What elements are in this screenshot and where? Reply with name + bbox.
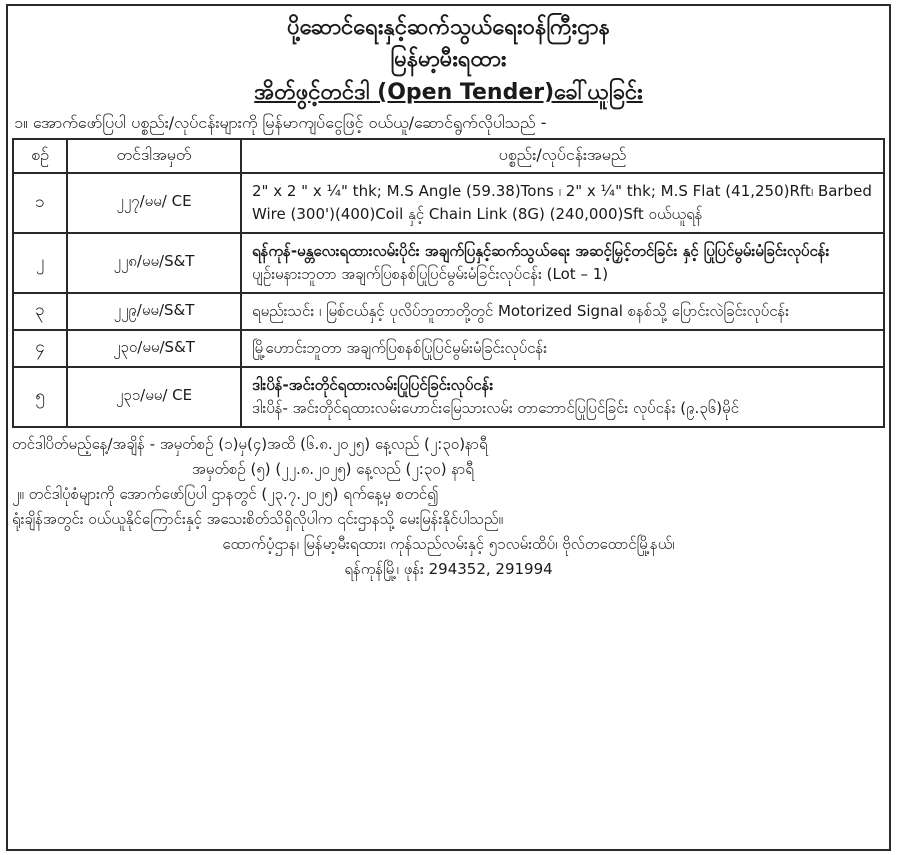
ministry-title: ပို့ဆောင်ရေးနှင့်ဆက်သွယ်ရေးဝန်ကြီးဌာန xyxy=(287,15,610,40)
organization-title: မြန်မာ့မီးရထား xyxy=(390,47,507,72)
tender-ref: ၂၂၉/မမ/S&T xyxy=(67,293,241,330)
row-no: ၁ xyxy=(13,173,67,233)
closing-date-line: အမှတ်စဉ် (၅) (၂၂.၈.၂၀၂၅) နေ့လည် (၂:၃၀) နာရီ xyxy=(192,460,474,478)
col-header-tender-no: တင်ဒါအမှတ် xyxy=(67,139,241,173)
closing-date-line: တင်ဒါပိတ်မည့်နေ့/အချိန် - အမှတ်စဉ် (၁)မှ(၄)အထိ (၆.၈.၂၀၂၅) နေ့လည် (၂:၃၀)နာရီ xyxy=(12,435,488,453)
row-no: ၂ xyxy=(13,233,67,293)
tender-ref: ၂၂၈/မမ/S&T xyxy=(67,233,241,293)
intro-text: ၁။ အောက်ဖော်ပြပါ ပစ္စည်း/လုပ်ငန်းများကို မြန်မာကျပ်ငွေဖြင့် ဝယ်ယူ/ဆောင်ရွက်လိုပါသည် - xyxy=(14,113,547,132)
description-text: မြို့ဟောင်းဘူတာ အချက်ပြစနစ်ပြုပြင်မွမ်းမံခြင်းလုပ်ငန်း xyxy=(252,339,548,357)
description-text: ဒါးပိန်- အင်းတိုင်ရထားလမ်းဟောင်းမြေသားလမ်း တာဘောင်ပြုပြင်ခြင်း လုပ်ငန်း (၉.၃၆)မိုင် xyxy=(252,399,739,417)
description-text: 2" x 2 " x ¼" thk; M.S Angle (59.38)Tons ၊ 2" x ¼" thk; M.S Flat (41,250)Rft၊ Barbed Wire (300')(400)Coil နှင့် Chain Link (8G) (240,000)Sft ဝယ်ယူရန် xyxy=(252,182,872,223)
description-text: ပျဉ်းမနားဘူတာ အချက်ပြစနစ်ပြုပြင်မွမ်းမံခြင်းလုပ်ငန်း (Lot – 1) xyxy=(252,265,609,283)
description-text: ရမည်းသင်း ၊ မြစ်ငယ်နှင့် ပုလိပ်ဘူတာတို့တွင် Motorized Signal စနစ်သို့ ပြောင်းလဲခြင်းလုပ်ငန်း xyxy=(252,302,790,320)
tender-ref: ၂၂၇/မမ/ CE xyxy=(67,173,241,233)
row-no: ၄ xyxy=(13,330,67,367)
tender-ref: ၂၃၀/မမ/S&T xyxy=(67,330,241,367)
description-heading: ဒါးပိန်-အင်းတိုင်ရထားလမ်းပြုပြင်ခြင်းလုပ်ငန်း xyxy=(252,376,494,394)
notice-border xyxy=(6,4,891,851)
description-heading: ရန်ကုန်-မန္တလေးရထားလမ်းပိုင်း အချက်ပြနှင့်ဆက်သွယ်ရေး အဆင့်မြှင့်တင်ခြင်း နှင့် ပြုပြင်မွမ်းမံခြင်းလုပ်ငန်း xyxy=(252,242,830,260)
address-line: ရန်ကုန်မြို့၊ ဖုန်း 294352, 291994 xyxy=(344,560,553,578)
address-line: ထောက်ပံ့ဌာန၊ မြန်မာ့မီးရထား၊ ကုန်သည်လမ်းနှင့် ၅၁လမ်းထိပ်၊ ဗိုလ်တထောင်မြို့နယ်၊ xyxy=(222,535,675,553)
col-header-description: ပစ္စည်း/လုပ်ငန်းအမည် xyxy=(241,139,884,173)
row-no: ၃ xyxy=(13,293,67,330)
row-no: ၅ xyxy=(13,367,67,427)
col-header-no: စဉ် xyxy=(13,139,67,173)
info-line: ၂။ တင်ဒါပုံစံများကို အောက်ဖော်ပြပါ ဌာနတွင် (၂၃.၇.၂၀၂၅) ရက်နေ့မှ စတင်၍ xyxy=(12,485,439,503)
notice-title: အိတ်ဖွင့်တင်ဒါ (Open Tender)ခေါ်ယူခြင်း xyxy=(254,80,643,105)
tender-ref: ၂၃၁/မမ/ CE xyxy=(67,367,241,427)
info-line: ရုံးချိန်အတွင်း ဝယ်ယူနိုင်ကြောင်းနှင့် အသေးစိတ်သိရှိလိုပါက ၎င်းဌာနသို့ မေးမြန်းနိုင်ပါသည်။ xyxy=(12,510,504,528)
